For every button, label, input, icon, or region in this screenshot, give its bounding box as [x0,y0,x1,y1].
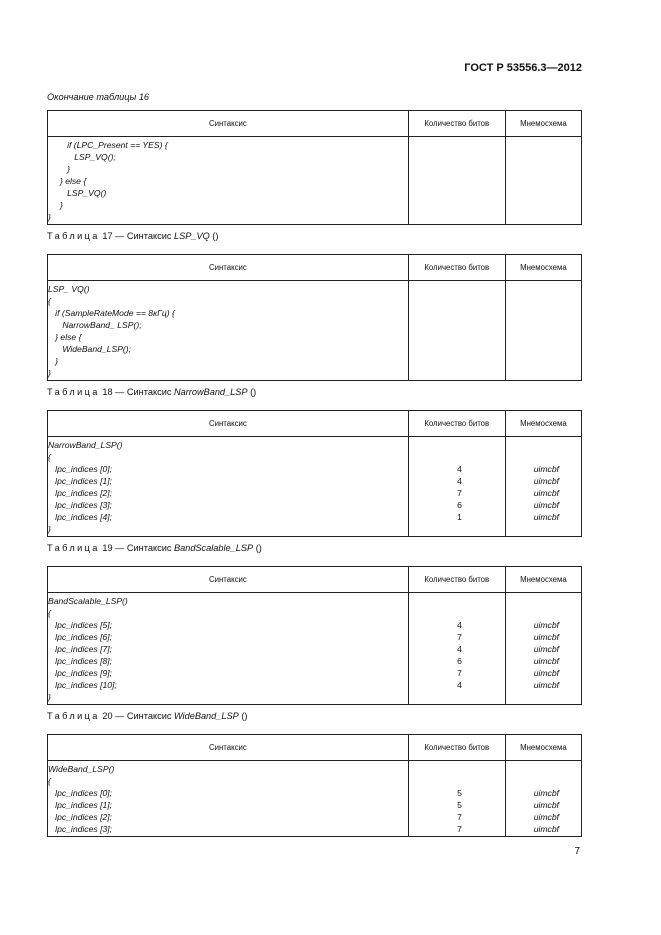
mnemonic-cell [505,593,581,705]
bit-count [409,607,505,619]
table-body-row [48,281,582,381]
code-line: lpc_indices [2]; [48,812,113,822]
code-line: if (SampleRateMode == 8кГц) { [48,308,175,318]
mnemonic-value [506,595,581,607]
bit-count [409,523,505,535]
header-mnemonic: Мнемосхема [505,255,581,281]
table-19-caption [47,543,262,553]
syntax-table-18 [47,410,582,537]
code-line: lpc_indices [0]; [48,464,113,474]
code-line: lpc_indices [9]; [48,668,113,678]
mnemonic-cell [505,137,581,225]
bit-count: 4 [457,464,462,474]
mnemonic-value [506,451,581,463]
caption-number: 19 [102,543,113,553]
caption-prefix: Таблица [47,231,100,241]
caption-end: () [238,711,248,721]
bit-count [409,451,505,463]
caption-middle: — Синтаксис [112,543,174,553]
bit-count: 7 [457,812,462,822]
caption-middle: — Синтаксис [112,231,174,241]
header-mnemonic: Мнемосхема [505,567,581,593]
header-syntax: Синтаксис [48,411,409,437]
mnemonic-value [506,139,581,151]
mnemonic-value [506,523,581,535]
caption-end: () [247,387,257,397]
bit-count [409,139,505,151]
code-line: } [48,212,51,222]
header-bits: Количество битов [408,255,505,281]
caption-function: BandScalable_LSP [173,543,254,553]
code-line: BandScalable_LSP() [48,596,128,606]
code-line: { [48,608,51,618]
header-syntax: Синтаксис [48,111,409,137]
mnemonic-value [506,187,581,199]
bit-count [409,691,505,703]
table-header-row [48,411,582,437]
code-line: } [48,692,51,702]
code-line: lpc_indices [5]; [48,620,113,630]
bit-count: 4 [457,620,462,630]
mnemonic-value: uimcbf [533,488,559,498]
syntax-table-20 [47,734,582,837]
code-line: } else { [48,332,82,342]
code-line: lpc_indices [6]; [48,632,113,642]
bit-count [409,439,505,451]
mnemonic-value: uimcbf [533,464,559,474]
mnemonic-value: uimcbf [533,620,559,630]
mnemonic-value [506,175,581,187]
mnemonic-value: uimcbf [533,800,559,810]
bit-count [409,355,505,367]
mnemonic-value: uimcbf [533,788,559,798]
code-line: { [48,452,51,462]
code-line: lpc_indices [3]; [48,824,113,834]
table-body-row [48,137,582,225]
bit-count [409,319,505,331]
mnemonic-value: uimcbf [533,476,559,486]
bit-count: 5 [457,800,462,810]
mnemonic-value [506,199,581,211]
code-line: lpc_indices [2]; [48,488,113,498]
table-body-row [48,761,582,837]
table-header-row [48,735,582,761]
code-line: } [48,164,70,174]
code-line: lpc_indices [10]; [48,680,117,690]
mnemonic-value [506,163,581,175]
mnemonic-value: uimcbf [533,656,559,666]
mnemonic-value: uimcbf [533,644,559,654]
mnemonic-value [506,295,581,307]
bits-cell [408,437,505,537]
code-line: if (LPC_Present == YES) { [48,140,168,150]
bit-count: 7 [457,668,462,678]
header-mnemonic: Мнемосхема [505,735,581,761]
caption-middle: — Синтаксис [112,711,174,721]
mnemonic-value: uimcbf [533,512,559,522]
bit-count: 4 [457,680,462,690]
page-number: 7 [574,846,580,857]
mnemonic-value: uimcbf [533,680,559,690]
code-line: lpc_indices [7]; [48,644,113,654]
bit-count: 6 [457,656,462,666]
bit-count [409,163,505,175]
syntax-table-17 [47,254,582,381]
bit-count [409,367,505,379]
code-line: { [48,296,51,306]
table-header-row [48,255,582,281]
header-bits: Количество битов [408,567,505,593]
caption-prefix: Таблица [47,387,100,397]
syntax-cell [48,281,409,381]
syntax-table-19 [47,566,582,705]
caption-end: () [253,543,262,553]
mnemonic-value [506,331,581,343]
header-bits: Количество битов [408,111,505,137]
mnemonic-value [506,691,581,703]
bit-count: 6 [457,500,462,510]
bit-count [409,775,505,787]
mnemonic-value [506,763,581,775]
mnemonic-value [506,607,581,619]
bit-count [409,307,505,319]
mnemonic-value [506,307,581,319]
bit-count: 4 [457,476,462,486]
code-line: } [48,200,63,210]
mnemonic-value: uimcbf [533,632,559,642]
table-header-row [48,567,582,593]
code-line: } [48,368,51,378]
bit-count [409,295,505,307]
syntax-cell [48,137,409,225]
header-syntax: Синтаксис [48,567,409,593]
mnemonic-value [506,355,581,367]
code-line: lpc_indices [1]; [48,800,113,810]
header-syntax: Синтаксис [48,255,409,281]
mnemonic-value [506,439,581,451]
mnemonic-value [506,343,581,355]
code-line: } [48,356,59,366]
syntax-cell [48,437,409,537]
caption-prefix: Таблица [47,711,100,721]
mnemonic-value [506,775,581,787]
mnemonic-value: uimcbf [533,500,559,510]
code-line: lpc_indices [1]; [48,476,113,486]
caption-prefix: Таблица [47,543,100,553]
bit-count [409,211,505,223]
caption-function: NarrowBand_LSP [173,387,248,397]
bit-count [409,199,505,211]
caption-number: 17 [102,231,113,241]
caption-function: WideBand_LSP [173,711,239,721]
bit-count: 1 [457,512,462,522]
header-syntax: Синтаксис [48,735,409,761]
code-line: NarrowBand_ LSP(); [48,320,142,330]
table-16-caption: Окончание таблицы 16 [47,92,150,102]
code-line: lpc_indices [4]; [48,512,113,522]
code-line: } [48,524,51,534]
bit-count [409,283,505,295]
table-body-row [48,593,582,705]
bit-count [409,151,505,163]
bit-count [409,763,505,775]
code-line: lpc_indices [0]; [48,788,113,798]
mnemonic-value: uimcbf [533,812,559,822]
bit-count [409,187,505,199]
header-bits: Количество битов [408,735,505,761]
table-body-row [48,437,582,537]
bits-cell [408,761,505,837]
bit-count [409,595,505,607]
bit-count [409,343,505,355]
caption-function: LSP_VQ [173,231,210,241]
mnemonic-cell [505,281,581,381]
caption-number: 20 [102,711,113,721]
mnemonic-value [506,319,581,331]
syntax-table-16 [47,110,582,225]
code-line: lpc_indices [8]; [48,656,113,666]
mnemonic-value [506,151,581,163]
code-line: { [48,776,51,786]
mnemonic-cell [505,761,581,837]
syntax-cell [48,761,409,837]
caption-end: () [209,231,219,241]
document-header: ГОСТ Р 53556.3—2012 [464,62,582,74]
bit-count: 4 [457,644,462,654]
header-bits: Количество битов [408,411,505,437]
table-20-caption [47,711,247,721]
code-line: lpc_indices [3]; [48,500,113,510]
bits-cell [408,281,505,381]
bits-cell [408,137,505,225]
bits-cell [408,593,505,705]
mnemonic-value [506,367,581,379]
caption-number: 18 [102,387,113,397]
bit-count: 7 [457,488,462,498]
bit-count [409,331,505,343]
mnemonic-value: uimcbf [533,668,559,678]
mnemonic-cell [505,437,581,537]
caption-middle: — Синтаксис [112,387,174,397]
mnemonic-value: uimcbf [533,824,559,834]
bit-count: 5 [457,788,462,798]
code-line: WideBand_LSP() [48,764,115,774]
header-mnemonic: Мнемосхема [505,411,581,437]
mnemonic-value [506,211,581,223]
code-line: LSP_VQ() [48,188,107,198]
mnemonic-value [506,283,581,295]
code-line: NarrowBand_LSP() [48,440,123,450]
code-line: WideBand_LSP(); [48,344,132,354]
table-header-row [48,111,582,137]
code-line: LSP_VQ(); [48,152,116,162]
syntax-cell [48,593,409,705]
header-mnemonic: Мнемосхема [505,111,581,137]
code-line: } else { [48,176,87,186]
bit-count: 7 [457,824,462,834]
table-17-caption [47,231,218,241]
bit-count: 7 [457,632,462,642]
code-line: LSP_ VQ() [48,284,90,294]
bit-count [409,175,505,187]
table-18-caption [47,387,256,397]
